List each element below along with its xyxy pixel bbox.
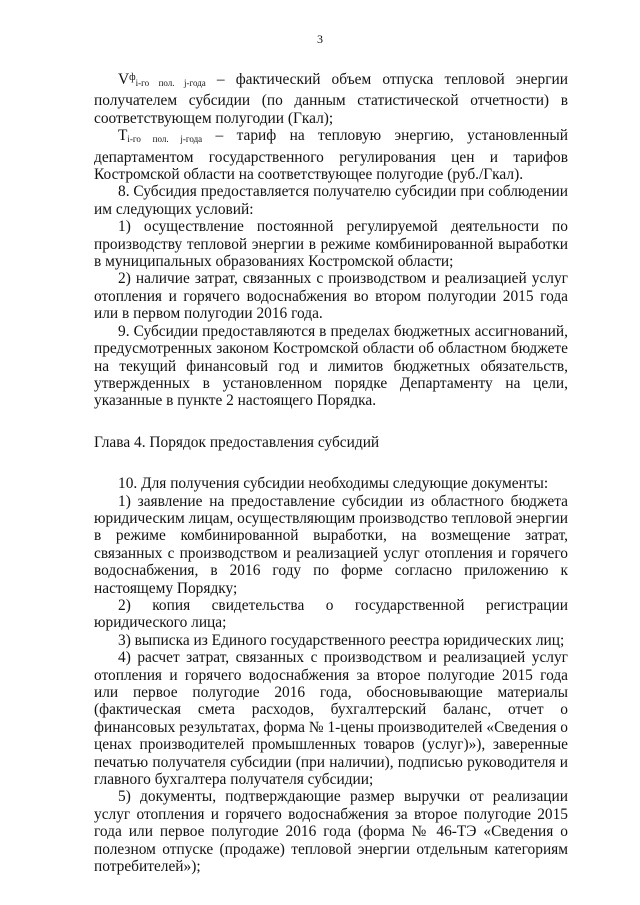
- chapter-heading: Глава 4. Порядок предоставления субсидий: [94, 433, 380, 451]
- document-body: [94, 69, 568, 875]
- paragraph-10-item-2: 2) копия свидетельства о государственной регистрации юридического лица;: [94, 596, 568, 632]
- definition-volume: [94, 69, 568, 127]
- paragraph-8: 8. Субсидия предоставляется получателю субсидии при соблюдении им следующих условий:: [94, 183, 568, 218]
- paragraph-10-item-5: 5) документы, подтверждающие размер выручки от реализации услуг отопления и горячего водоснабжения за второе полугодие 2015 года или первое полугодие 2016 года (форма № 46-ТЭ «Сведения о полезном отпуске (продаже) тепловой энергии отдельным категориям потребителей»);: [94, 788, 568, 876]
- definition-tariff: [94, 127, 568, 183]
- paragraph-10-item-1: 1) заявление на предоставление субсидии из областного бюджета юридическим лицам, осуществляющим производство тепловой энергии в режиме комбинированной выработки, на возмещение затрат, связанных с производством и реализацией услуг отопления и горячего водоснабжения, в 2016 году по форме согласно приложению к настоящему Порядку;: [94, 492, 568, 597]
- paragraph-9: 9. Субсидии предоставляются в пределах бюджетных ассигнований, предусмотренных законом Костромской области об областном бюджете на текущий финансовый год и лимитов бюджетных обязательств, утвержденных в установленном порядке Департаменту на цели, указанные в пункте 2 настоящего Порядка.: [94, 322, 568, 410]
- definition-text: – фактический объем отпуска тепловой энергии получателем субсидии (по данным статистической отчетности) в соответствующем полугодии (Гкал);: [94, 71, 568, 127]
- formula-subscript: i-го пол. j-года: [135, 78, 206, 88]
- formula-subscript: i-го пол. j-года: [127, 134, 203, 145]
- paragraph-10-item-3: 3) выписка из Единого государственного реестра юридических лиц;: [118, 631, 565, 649]
- definition-text: – тариф на тепловую энергию, установленный департаментом государственного регулирования цен и тарифов Костромской области на соответствующее полугодие (руб./Гкал).: [94, 127, 568, 184]
- paragraph-10-item-4: 4) расчет затрат, связанных с производством и реализацией услуг отопления и горячего водоснабжения за второе полугодие 2015 года или первое полугодие 2016 года, обосновывающие материалы (фактическая смета расходов, бухгалтерский баланс, отчет о финансовых результатах, форма № 1-цены производителей «Сведения о ценах производителей промышленных товаров (услуг)»), заверенные печатью получателя субсидии (при наличии), подписью руководителя и главного бухгалтера получателя субсидии;: [94, 649, 568, 789]
- page-number: 3: [317, 32, 323, 46]
- formula-superscript: ф: [129, 72, 136, 83]
- paragraph-8-item-1: 1) осуществление постоянной регулируемой деятельности по производству тепловой энергии в режиме комбинированной выработки в муниципальных образованиях Костромской области;: [94, 218, 568, 271]
- paragraph-10: 10. Для получения субсидии необходимы следующие документы:: [118, 475, 549, 493]
- formula-symbol: T: [118, 127, 128, 145]
- formula-symbol: V: [118, 71, 130, 88]
- paragraph-8-item-2: 2) наличие затрат, связанных с производством и реализацией услуг отопления и горячего водоснабжения во втором полугодии 2015 года или в первом полугодии 2016 года.: [94, 270, 568, 323]
